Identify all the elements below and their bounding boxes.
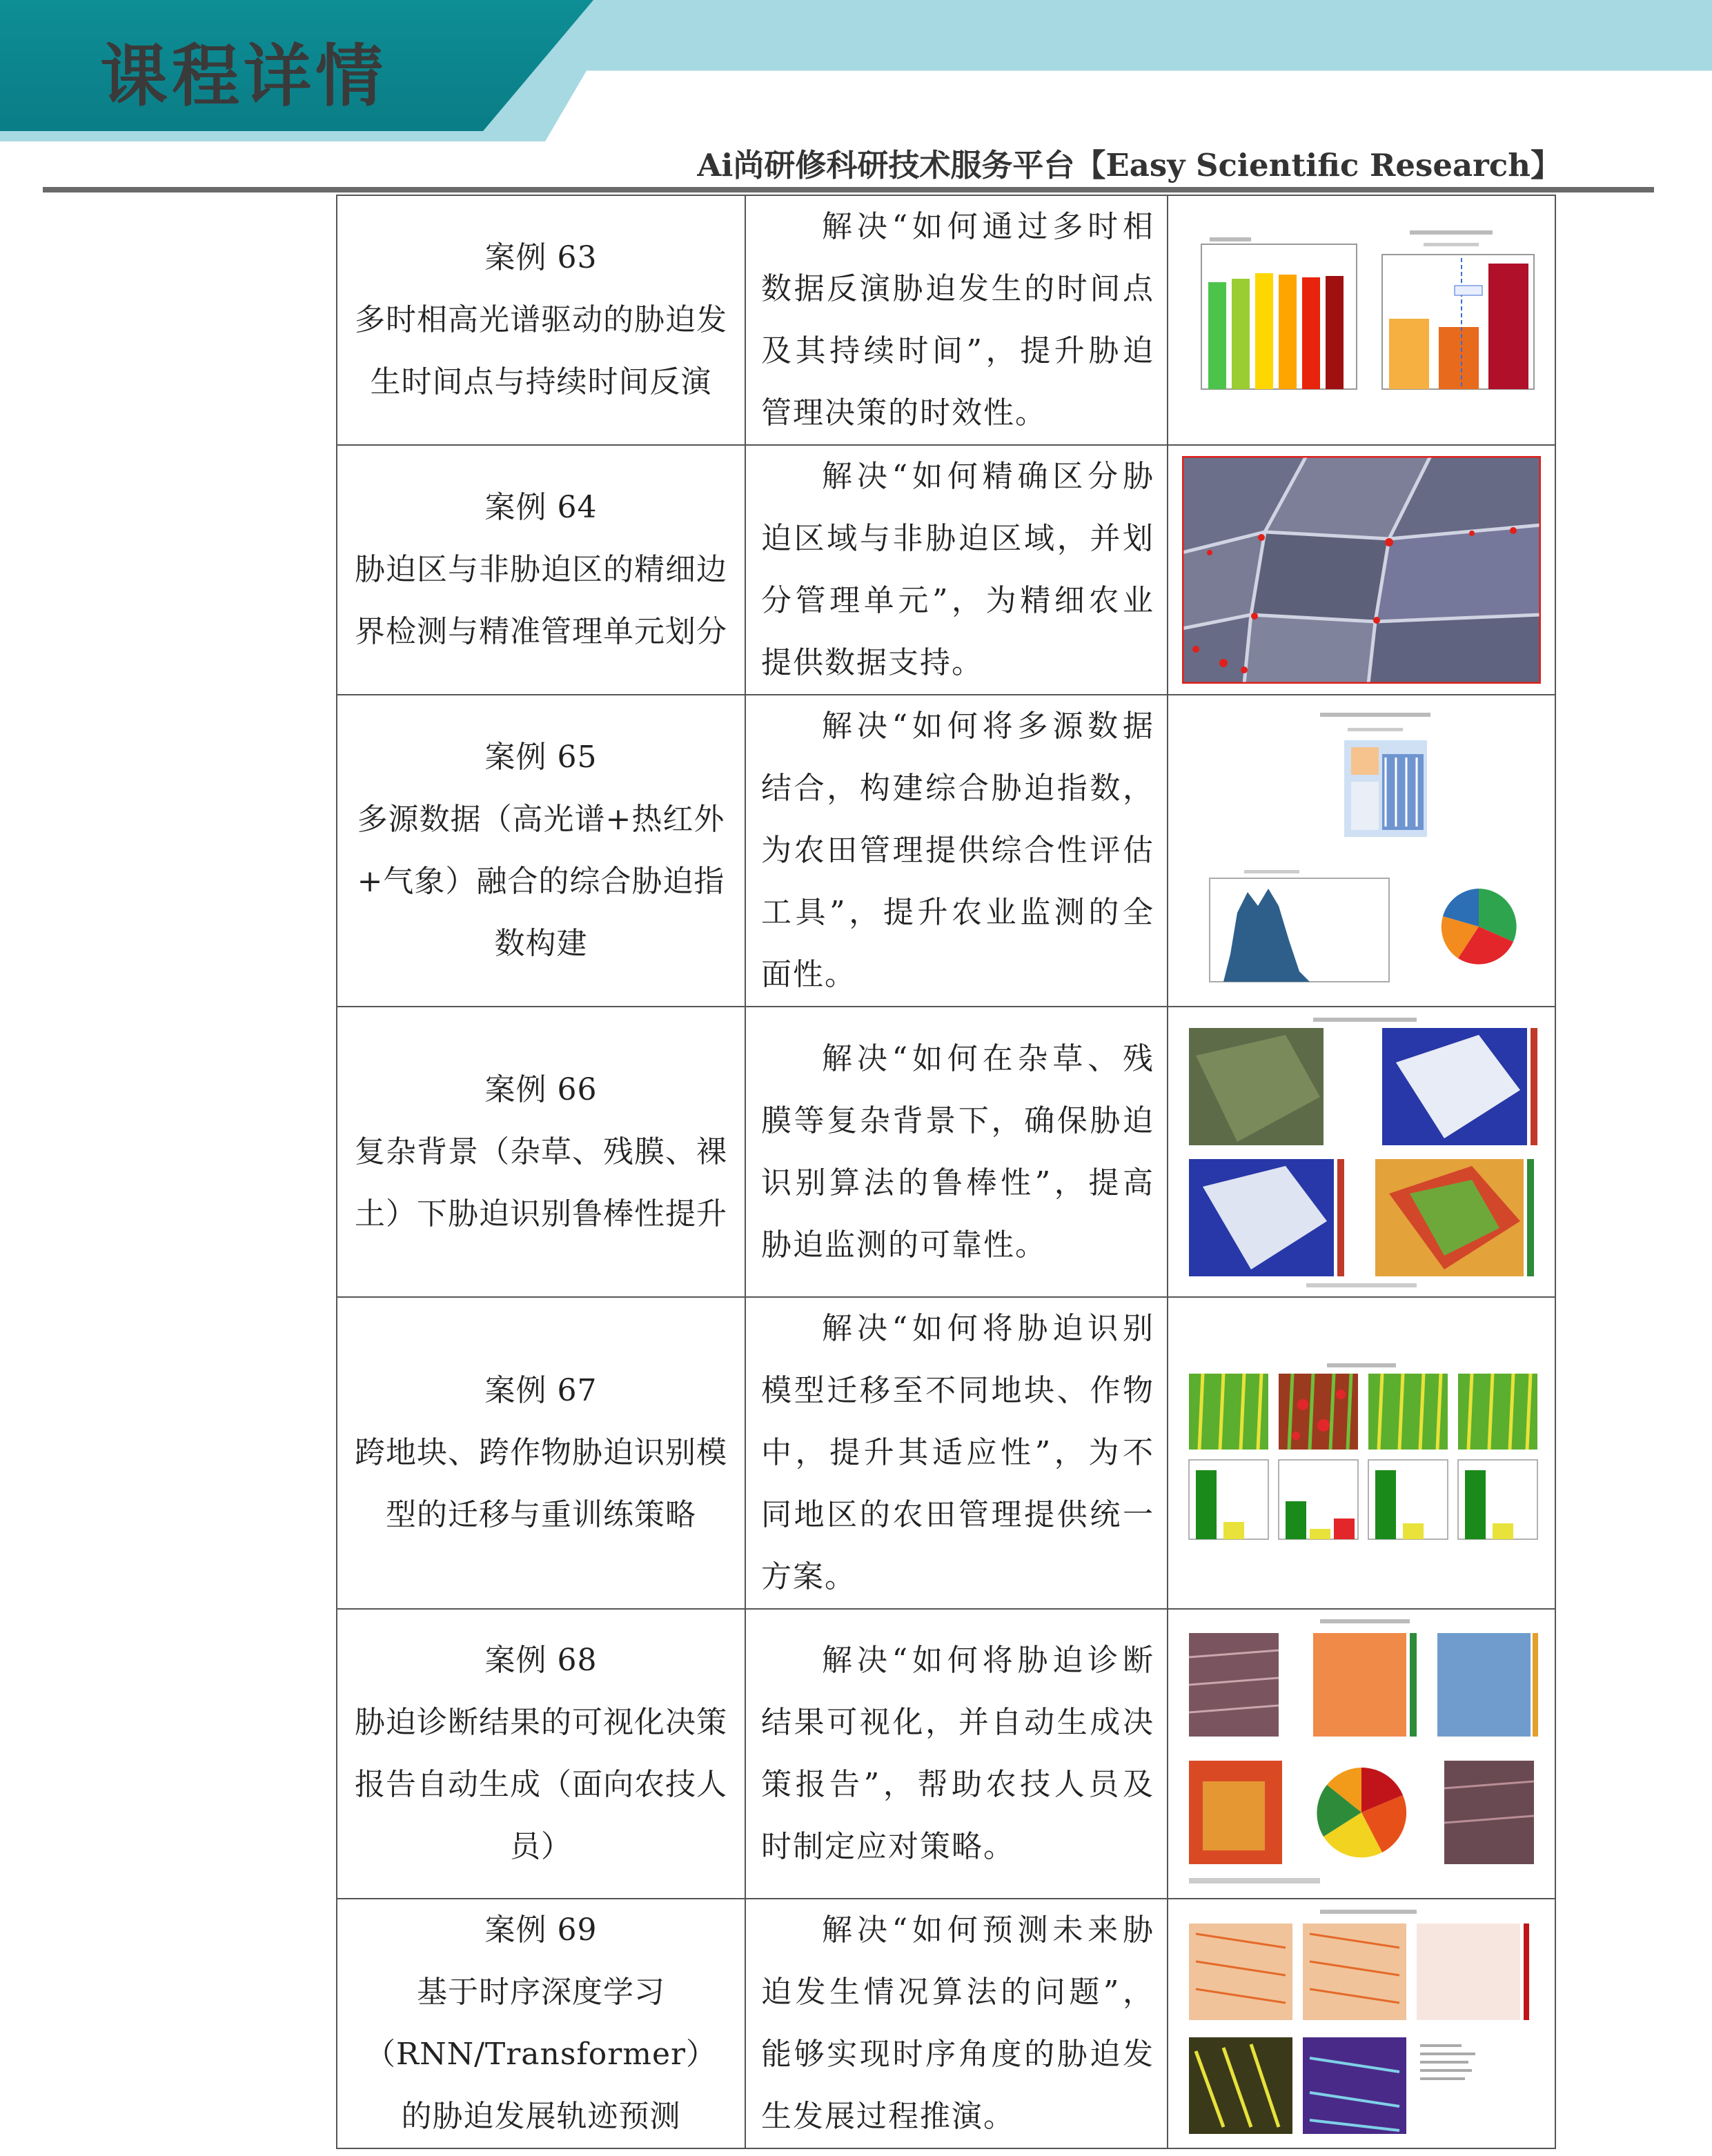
timeseries-maps-thumbnail: [1182, 1906, 1541, 2141]
case-description-cell: [745, 195, 1168, 445]
case-title-cell: [337, 1899, 745, 2148]
case-description-cell: [745, 445, 1168, 695]
cases-table: [336, 195, 1556, 2149]
case-number: 案例 68: [484, 1643, 598, 1678]
case-title: 多时相高光谱驱动的胁迫发生时间点与持续时间反演: [355, 302, 727, 399]
case-row: [337, 1899, 1555, 2148]
case-description-cell: [745, 1899, 1168, 2148]
case-figure: [1182, 456, 1541, 684]
case-title-cell: [337, 445, 745, 695]
field-maps-thumbnail: [1182, 1014, 1541, 1290]
case-figure: [1182, 1616, 1541, 1892]
case-title-cell: [337, 195, 745, 445]
case-row: [337, 1007, 1555, 1297]
case-number: 案例 69: [484, 1912, 598, 1948]
case-number: 案例 64: [484, 490, 598, 525]
case-figure: [1182, 217, 1541, 424]
case-title-cell: [337, 1297, 745, 1609]
case-title-cell: [337, 695, 745, 1007]
case-number: 案例 63: [484, 240, 598, 275]
case-description-cell: [745, 1297, 1168, 1609]
case-row: [337, 1297, 1555, 1609]
report-maps-pie-thumbnail: [1182, 1616, 1541, 1892]
case-figure-cell: [1168, 195, 1555, 445]
crop-rows-bars-thumbnail: [1182, 1363, 1541, 1543]
case-title-cell: [337, 1609, 745, 1899]
case-description: 解决“如何在杂草、残膜等复杂背景下，确保胁迫识别算法的鲁棒性”，提高胁迫监测的可靠性。: [761, 1040, 1154, 1263]
platform-name: Ai尚研修科研技术服务平台【Easy Scientific Research】: [697, 147, 1562, 184]
case-description-cell: [745, 1007, 1168, 1297]
case-figure-cell: [1168, 445, 1555, 695]
case-figure-cell: [1168, 1899, 1555, 2148]
case-figure: [1182, 706, 1541, 996]
case-figure: [1182, 1014, 1541, 1290]
header-divider: [43, 187, 1654, 192]
case-number: 案例 65: [484, 740, 598, 775]
case-title: 胁迫诊断结果的可视化决策报告自动生成（面向农技人员）: [355, 1705, 727, 1864]
case-row: [337, 445, 1555, 695]
case-figure: [1182, 1906, 1541, 2141]
case-figure: [1182, 1363, 1541, 1543]
case-number: 案例 67: [484, 1373, 598, 1408]
case-row: [337, 195, 1555, 445]
case-title: 跨地块、跨作物胁迫识别模型的迁移与重训练策略: [355, 1435, 727, 1532]
aerial-boundary-map-thumbnail: [1182, 456, 1541, 684]
case-figure-cell: [1168, 1007, 1555, 1297]
case-description-cell: [745, 695, 1168, 1007]
case-description: 解决“如何通过多时相数据反演胁迫发生的时间点及其持续时间”，提升胁迫管理决策的时效性。: [761, 209, 1154, 431]
case-title: 复杂背景（杂草、残膜、裸土）下胁迫识别鲁棒性提升: [355, 1134, 727, 1232]
case-description: 解决“如何将胁迫识别模型迁移至不同地块、作物中，提升其适应性”，为不同地区的农田管理提供统一方案。: [761, 1311, 1154, 1594]
case-title: 多源数据（高光谱+热红外+气象）融合的综合胁迫指数构建: [357, 802, 725, 961]
case-figure-cell: [1168, 1609, 1555, 1899]
case-description: 解决“如何将胁迫诊断结果可视化，并自动生成决策报告”，帮助农技人员及时制定应对策略。: [761, 1643, 1154, 1864]
case-number: 案例 66: [484, 1071, 598, 1107]
case-row: [337, 695, 1555, 1007]
page-title: 课程详情: [100, 37, 388, 116]
case-row: [337, 1609, 1555, 1899]
case-title-cell: [337, 1007, 745, 1297]
heatmap-histogram-pie-thumbnail: [1182, 706, 1541, 996]
case-figure-cell: [1168, 695, 1555, 1007]
case-description: 解决“如何将多源数据结合，构建综合胁迫指数，为农田管理提供综合性评估工具”，提升农业监测的全面性。: [761, 709, 1154, 992]
case-figure-cell: [1168, 1297, 1555, 1609]
case-title: 胁迫区与非胁迫区的精细边界检测与精准管理单元划分: [355, 552, 727, 649]
case-description: 解决“如何预测未来胁迫发生情况算法的问题”，能够实现时序角度的胁迫发生发展过程推演。: [761, 1912, 1154, 2134]
bar-charts-thumbnail: [1182, 217, 1541, 424]
case-title: 基于时序深度学习（RNN/Transformer）的胁迫发展轨迹预测: [364, 1975, 718, 2134]
case-description: 解决“如何精确区分胁迫区域与非胁迫区域，并划分管理单元”，为精细农业提供数据支持。: [761, 459, 1154, 680]
case-description-cell: [745, 1609, 1168, 1899]
